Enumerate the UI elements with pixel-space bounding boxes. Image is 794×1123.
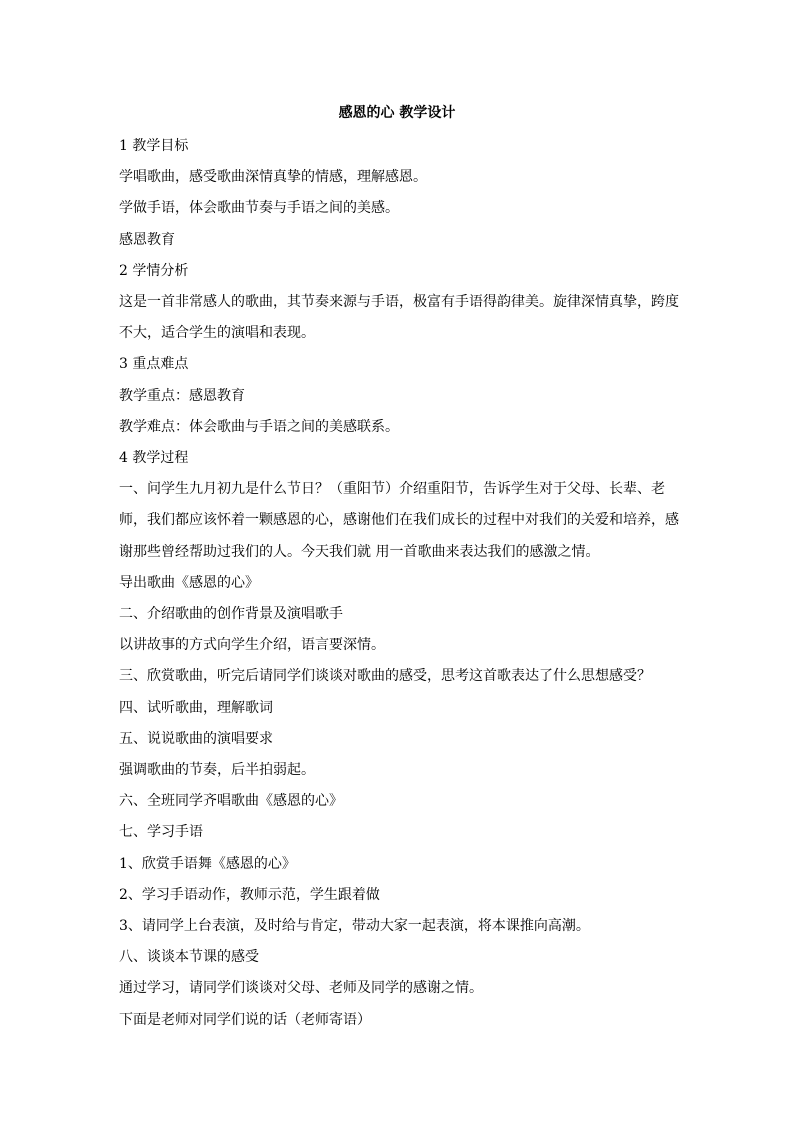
paragraph: 强调歌曲的节奏，后半拍弱起。	[119, 762, 315, 779]
paragraph: 教学重点：感恩教育	[119, 387, 245, 404]
paragraph: 二、介绍歌曲的创作背景及演唱歌手	[119, 606, 343, 623]
section-heading-process: 4 教学过程	[119, 450, 189, 467]
paragraph: 3、请同学上台表演，及时给与肯定，带动大家一起表演，将本课推向高潮。	[119, 918, 590, 935]
paragraph: 学做手语，体会歌曲节奏与手语之间的美感。	[119, 200, 399, 217]
paragraph: 以讲故事的方式向学生介绍，语言要深情。	[119, 637, 385, 654]
paragraph: 八、谈谈本节课的感受	[119, 949, 259, 966]
paragraph: 一、问学生九月初九是什么节日？（重阳节）介绍重阳节，告诉学生对于父母、长辈、老师，我们都应该怀着一颗感恩的心，感谢他们在我们成长的过程中对我们的关爱和培养，感谢那些曾经帮助过我们的人。今天我们就 用一首歌曲来表达我们的感激之情。	[119, 481, 679, 560]
paragraph: 教学难点：体会歌曲与手语之间的美感联系。	[119, 418, 399, 435]
paragraph: 四、试听歌曲，理解歌词	[119, 699, 273, 716]
paragraph: 通过学习，请同学们谈谈对父母、老师及同学的感谢之情。	[119, 980, 483, 997]
section-heading-analysis: 2 学情分析	[119, 262, 189, 279]
section-heading-key-points: 3 重点难点	[119, 356, 189, 373]
paragraph: 感恩教育	[119, 231, 175, 248]
document-body	[119, 131, 679, 1036]
paragraph: 这是一首非常感人的歌曲，其节奏来源与手语，极富有手语得韵律美。旋律深情真挚，跨度不大，适合学生的演唱和表现。	[119, 294, 679, 342]
section-heading-goals: 1 教学目标	[119, 138, 189, 154]
paragraph: 下面是老师对同学们说的话（老师寄语）	[119, 1011, 371, 1028]
document-title: 感恩的心 教学设计	[338, 105, 456, 121]
paragraph: 2、学习手语动作，教师示范，学生跟着做	[119, 886, 380, 903]
paragraph: 三、欣赏歌曲，听完后请同学们谈谈对歌曲的感受，思考这首歌表达了什么思想感受？	[119, 668, 651, 685]
paragraph: 学唱歌曲，感受歌曲深情真挚的情感，理解感恩。	[119, 169, 427, 186]
paragraph: 六、全班同学齐唱歌曲《感恩的心》	[119, 793, 343, 810]
paragraph: 1、欣赏手语舞《感恩的心》	[119, 855, 296, 872]
paragraph: 导出歌曲《感恩的心》	[119, 574, 259, 591]
paragraph: 七、学习手语	[119, 824, 203, 841]
paragraph: 五、说说歌曲的演唱要求	[119, 730, 273, 747]
